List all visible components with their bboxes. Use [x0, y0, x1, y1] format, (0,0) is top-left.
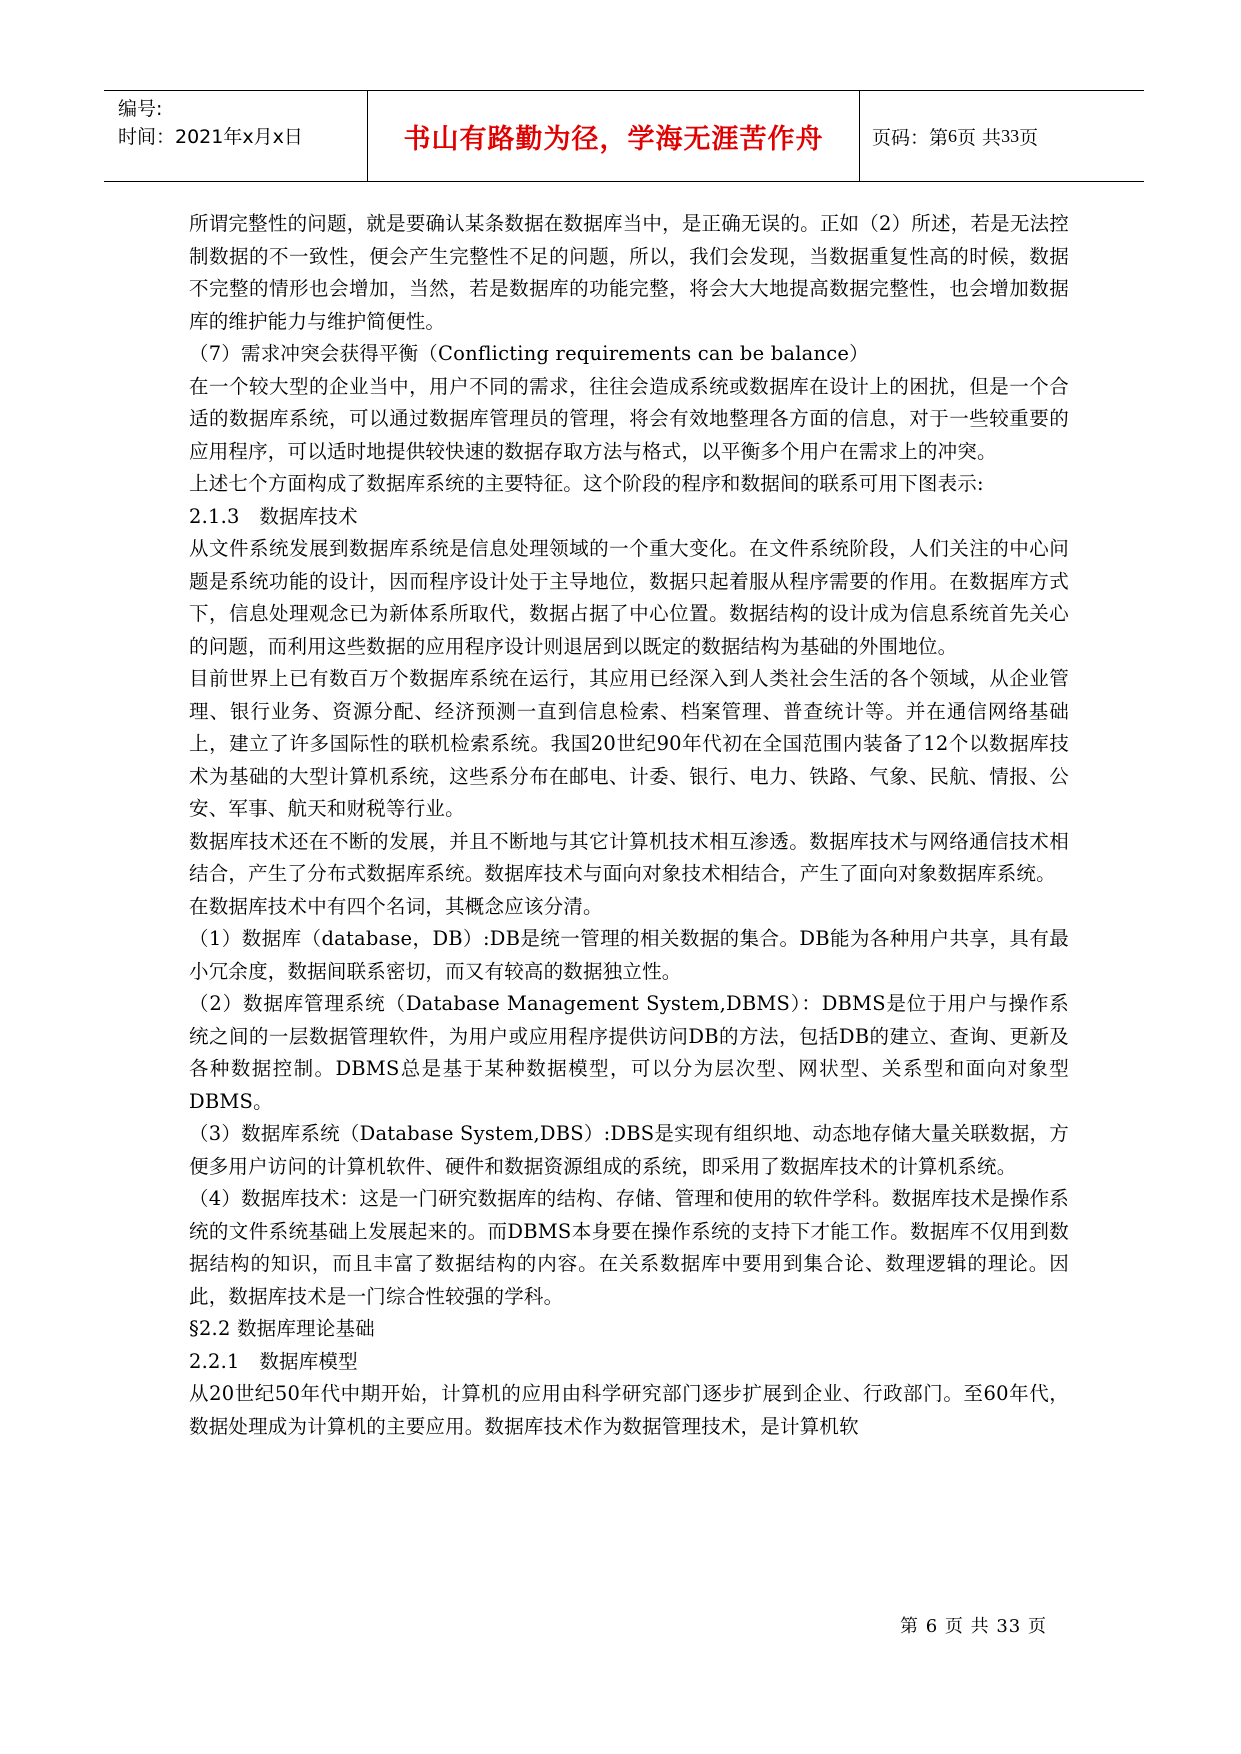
document-code-label: 编号:	[118, 98, 163, 120]
section-heading-2-2: §2.2 数据库理论基础	[189, 1317, 375, 1340]
header-motto: 书山有路勤为径，学海无涯苦作舟	[403, 123, 824, 155]
section-heading-2-1-3: 2.1.3 数据库技术	[189, 504, 358, 528]
paragraph-file-to-db: 从文件系统发展到数据库系统是信息处理领域的一个重大变化。在文件系统阶段，人们关注的中心问题是系统功能的设计，因而程序设计处于主导地位，数据只起着服从程序需要的作用。在数据库方式下，信息处理观念已为新体系所取代，数据占据了中心位置。数据结构的设计成为信息系统首先关心的问题，而利用这些数据的应用程序设计则退居到以既定的数据结构为基础的外围地位。	[189, 537, 1069, 658]
page-footer: 第 6 页 共 33 页	[900, 1616, 1047, 1637]
paragraph-integrity: 所谓完整性的问题，就是要确认某条数据在数据库当中，是正确无误的。正如（2）所述，若是无法控制数据的不一致性，便会产生完整性不足的问题，所以，我们会发现，当数据重复性高的时候，数据不完整的情形也会增加，当然，若是数据库的功能完整，将会大大地提高数据完整性，也会增加数据库的维护能力与维护简便性。	[189, 212, 1069, 333]
page-number: 6	[948, 125, 958, 146]
page-header	[104, 90, 1144, 182]
header-divider-right	[859, 91, 860, 181]
paragraph-four-terms: 在数据库技术中有四个名词，其概念应该分清。	[189, 894, 603, 918]
page-prefix: 页码：第	[872, 126, 949, 149]
paragraph-requirements: 在一个较大型的企业当中，用户不同的需求，往往会造成系统或数据库在设计上的困扰，但是一个合适的数据库系统，可以通过数据库管理员的管理，将会有效地整理各方面的信息，对于一些较重要的应用程序，可以适时地提供较快速的数据存取方法与格式，以平衡多个用户在需求上的冲突。	[189, 374, 1069, 463]
item-7-heading: （7）需求冲突会获得平衡（Conflicting requirements can be balance）	[189, 342, 869, 365]
page-mid: 页 共	[957, 126, 1002, 149]
document-time-label: 时间：2021年x月x日	[118, 126, 303, 148]
paragraph-development: 数据库技术还在不断的发展，并且不断地与其它计算机技术相互渗透。数据库技术与网络通信技术相结合，产生了分布式数据库系统。数据库技术与面向对象技术相结合，产生了面向对象数据库系统。	[189, 829, 1069, 885]
term-db-technology: （4）数据库技术：这是一门研究数据库的结构、存储、管理和使用的软件学科。数据库技术是操作系统的文件系统基础上发展起来的。而DBMS本身要在操作系统的支持下才能工作。数据库不仅用到数据结构的知识，而且丰富了数据结构的内容。在关系数据库中要用到集合论、数理逻辑的理论。因此，数据库技术是一门综合性较强的学科。	[189, 1187, 1069, 1308]
document-body	[189, 208, 1069, 1443]
paragraph-summary: 上述七个方面构成了数据库系统的主要特征。这个阶段的程序和数据间的联系可用下图表示:	[189, 472, 984, 495]
page-suffix: 页	[1019, 126, 1039, 149]
header-meta	[118, 95, 358, 151]
paragraph-world-usage: 目前世界上已有数百万个数据库系统在运行，其应用已经深入到人类社会生活的各个领域，从企业管理、银行业务、资源分配、经济预测一直到信息检索、档案管理、普查统计等。并在通信网络基础上，建立了许多国际性的联机检索系统。我国20世纪90年代初在全国范围内装备了12个以数据库技术为基础的大型计算机系统，这些系分布在邮电、计委、银行、电力、铁路、气象、民航、情报、公安、军事、航天和财税等行业。	[189, 667, 1069, 820]
header-page-indicator	[872, 91, 1038, 181]
section-heading-2-2-1: 2.2.1 数据库模型	[189, 1349, 358, 1373]
paragraph-history: 从20世纪50年代中期开始，计算机的应用由科学研究部门逐步扩展到企业、行政部门。至60年代，数据处理成为计算机的主要应用。数据库技术作为数据管理技术，是计算机软	[189, 1382, 1069, 1438]
term-dbms: （2）数据库管理系统（Database Management System,DBMS）：DBMS是位于用户与操作系统之间的一层数据管理软件，为用户或应用程序提供访问DB的方法，包括DB的建立、查询、更新及各种数据控制。DBMS总是基于某种数据模型，可以分为层次型、网状型、关系型和面向对象型DBMS。	[189, 992, 1069, 1113]
term-dbs: （3）数据库系统（Database System,DBS）:DBS是实现有组织地、动态地存储大量关联数据，方便多用户访问的计算机软件、硬件和数据资源组成的系统，即采用了数据库技术的计算机系统。	[189, 1122, 1069, 1178]
page-total: 33	[1001, 125, 1020, 146]
term-database: （1）数据库（database，DB）:DB是统一管理的相关数据的集合。DB能为各种用户共享，具有最小冗余度，数据间联系密切，而又有较高的数据独立性。	[189, 927, 1069, 983]
